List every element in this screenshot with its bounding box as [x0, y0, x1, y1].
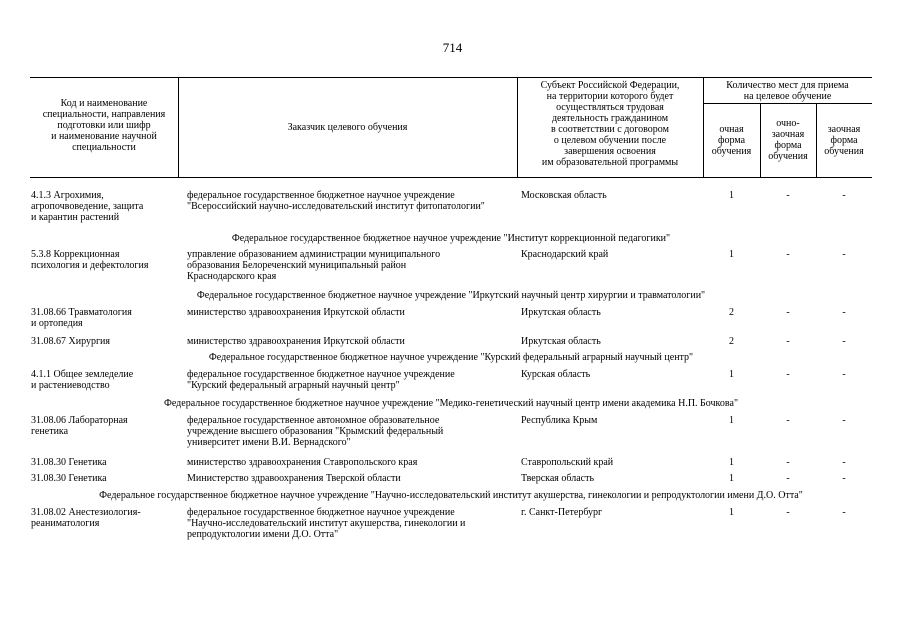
org-group-heading: Федеральное государственное бюджетное научное учреждение "Медико-генетический научный центр имени академика Н.П. Бочкова" [163, 398, 739, 409]
row-region: Краснодарский край [521, 249, 609, 260]
row-customer: управление образованием администрации муниципального образования Белореченский муниципальный район Краснодарского края [187, 249, 441, 282]
row-correspondence: - [842, 415, 846, 426]
row-customer: федеральное государственное бюджетное научное учреждение "Всероссийский научно-исследовательский институт фитопатологии" [187, 190, 485, 212]
row-correspondence: - [842, 473, 846, 484]
row-customer: федеральное государственное автономное образовательное учреждение высшего образования "Крымский федеральный университет имени В.И. Вернадского" [187, 415, 444, 448]
row-region: Курская область [521, 369, 591, 380]
row-correspondence: - [842, 507, 846, 518]
row-code: 31.08.67 Хирургия [31, 336, 110, 347]
org-group-heading: Федеральное государственное бюджетное научное учреждение "Курский федеральный аграрный научный центр" [208, 352, 694, 363]
org-group-heading: Федеральное государственное бюджетное научное учреждение "Научно-исследовательский институт акушерства, гинекологии и репродуктологии имени Д.О. Отта" [99, 490, 803, 501]
header-bottom-rule [30, 177, 872, 178]
org-group-heading: Федеральное государственное бюджетное научное учреждение "Иркутский научный центр хирургии и травматологии" [196, 290, 706, 301]
header-subject: Субъект Российской Федерации, на территории которого будет осуществляться трудовая деятельность гражданином в соответствии с договором о целевом обучении после завершения освоения им образовательной программы [540, 80, 680, 168]
org-group-heading: Федеральное государственное бюджетное научное учреждение "Институт коррекционной педагогики" [231, 233, 671, 244]
row-fulltime: 1 [729, 415, 734, 426]
row-fulltime: 1 [729, 473, 734, 484]
row-code: 31.08.66 Травматология и ортопедия [31, 307, 132, 329]
row-fulltime: 1 [729, 249, 734, 260]
header-places: Количество мест для приема на целевое обучение [726, 80, 849, 102]
row-region: Ставропольский край [521, 457, 614, 468]
row-region: г. Санкт-Петербург [521, 507, 603, 518]
row-code: 31.08.02 Анестезиология- реаниматология [31, 507, 141, 529]
header-code: Код и наименование специальности, направления подготовки или шифр и наименование научной специальности [42, 98, 166, 153]
row-customer: федеральное государственное бюджетное научное учреждение "Курский федеральный аграрный научный центр" [187, 369, 455, 391]
row-parttime: - [786, 457, 790, 468]
row-code: 5.3.8 Коррекционная психология и дефектология [31, 249, 149, 271]
row-parttime: - [786, 507, 790, 518]
row-customer: министерство здравоохранения Иркутской области [187, 336, 405, 347]
row-region: Тверская область [521, 473, 595, 484]
header-customer: Заказчик целевого обучения [287, 122, 408, 133]
row-correspondence: - [842, 336, 846, 347]
row-parttime: - [786, 473, 790, 484]
row-code: 31.08.30 Генетика [31, 457, 107, 468]
row-fulltime: 2 [729, 307, 734, 318]
row-correspondence: - [842, 249, 846, 260]
row-parttime: - [786, 190, 790, 201]
row-correspondence: - [842, 369, 846, 380]
header-fulltime: очная форма обучения [711, 124, 752, 157]
row-customer: федеральное государственное бюджетное научное учреждение "Научно-исследовательский институт акушерства, гинекологии и репродуктологии имени Д.О. Отта" [187, 507, 466, 540]
row-region: Московская область [521, 190, 607, 201]
row-code: 31.08.06 Лабораторная генетика [31, 415, 128, 437]
row-correspondence: - [842, 307, 846, 318]
header-parttime: очно- заочная форма обучения [768, 118, 808, 162]
row-parttime: - [786, 249, 790, 260]
row-region: Иркутская область [521, 307, 601, 318]
row-parttime: - [786, 369, 790, 380]
row-parttime: - [786, 415, 790, 426]
row-region: Иркутская область [521, 336, 601, 347]
row-customer: министерство здравоохранения Ставропольского края [187, 457, 418, 468]
row-correspondence: - [842, 457, 846, 468]
row-region: Республика Крым [521, 415, 598, 426]
row-fulltime: 1 [729, 457, 734, 468]
row-code: 31.08.30 Генетика [31, 473, 107, 484]
row-fulltime: 1 [729, 190, 734, 201]
row-fulltime: 1 [729, 369, 734, 380]
row-parttime: - [786, 336, 790, 347]
header-correspondence: заочная форма обучения [824, 124, 864, 157]
row-fulltime: 2 [729, 336, 734, 347]
places-subheader-rule [703, 103, 872, 104]
row-fulltime: 1 [729, 507, 734, 518]
row-code: 4.1.1 Общее земледелие и растениеводство [31, 369, 134, 391]
page-number: 714 [442, 40, 463, 55]
row-customer: министерство здравоохранения Иркутской области [187, 307, 405, 318]
row-parttime: - [786, 307, 790, 318]
row-correspondence: - [842, 190, 846, 201]
row-code: 4.1.3 Агрохимия, агропочвоведение, защита и карантин растений [31, 190, 144, 223]
row-customer: Министерство здравоохранения Тверской области [187, 473, 401, 484]
header-top-rule [30, 77, 872, 78]
